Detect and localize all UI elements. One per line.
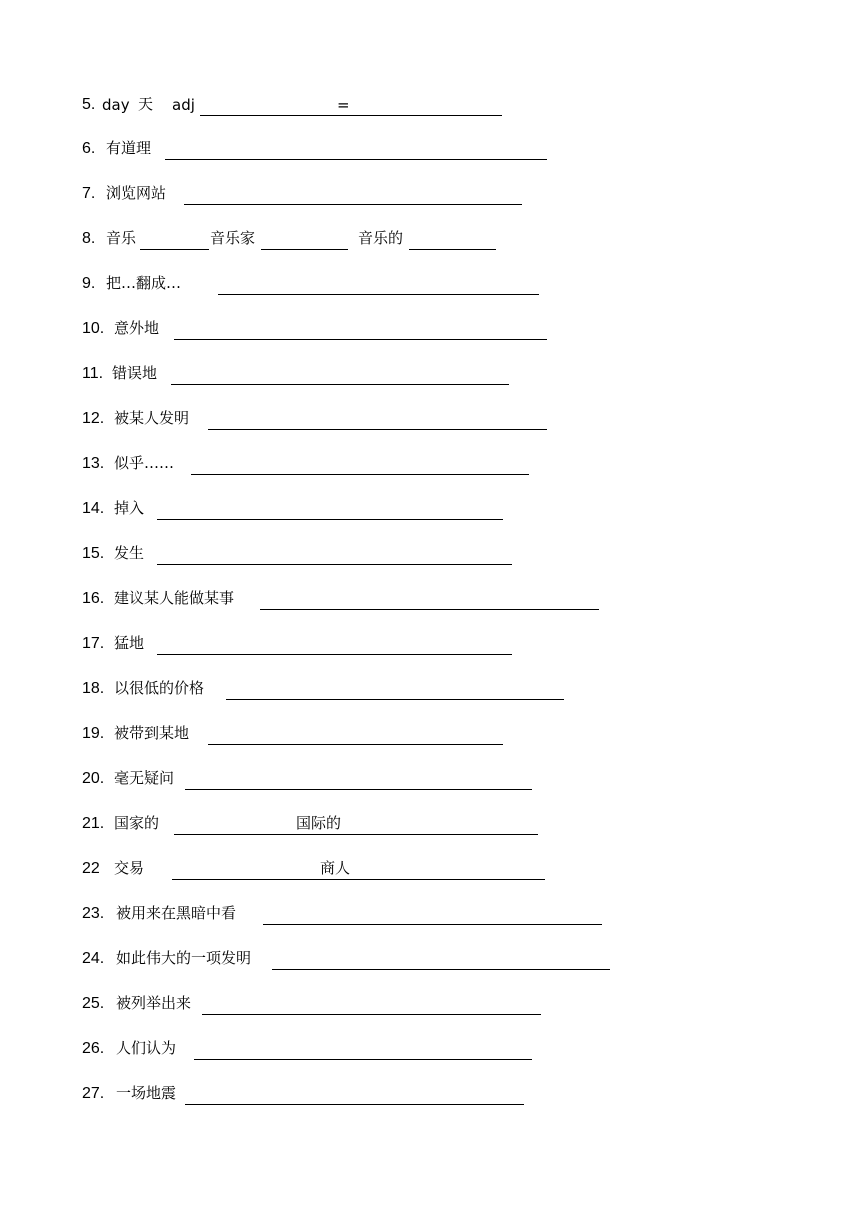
chinese-prompt: 被带到某地 xyxy=(114,724,190,742)
chinese-prompt: 似乎…… xyxy=(114,454,175,472)
chinese-prompt-2: 商人 xyxy=(320,859,351,877)
answer-blank[interactable] xyxy=(226,699,564,700)
adj-label: adj xyxy=(172,96,195,114)
answer-blank[interactable] xyxy=(208,429,547,430)
item-number: 8. xyxy=(82,230,96,247)
item-number: 13. xyxy=(82,455,105,472)
chinese-prompt: 人们认为 xyxy=(116,1039,177,1057)
answer-blank-3[interactable] xyxy=(409,249,496,250)
chinese-prompt: 国家的 xyxy=(114,814,160,832)
item-number: 6. xyxy=(82,140,96,157)
item-number: 20. xyxy=(82,770,105,787)
item-number: 12. xyxy=(82,410,105,427)
answer-blank[interactable] xyxy=(263,924,602,925)
item-number: 16. xyxy=(82,590,105,607)
chinese-prompt: 被列举出来 xyxy=(116,994,192,1012)
answer-blank[interactable] xyxy=(157,654,512,655)
item-number: 14. xyxy=(82,500,105,517)
item-number: 19. xyxy=(82,725,105,742)
chinese-prompt-2: 音乐家 xyxy=(210,229,256,247)
answer-blank[interactable] xyxy=(185,789,532,790)
equals-sign: = xyxy=(337,96,350,114)
item-number: 9. xyxy=(82,275,96,292)
answer-blank[interactable] xyxy=(200,115,502,116)
answer-blank[interactable] xyxy=(174,834,296,835)
answer-blank[interactable] xyxy=(140,249,209,250)
answer-blank[interactable] xyxy=(174,339,547,340)
item-number: 15. xyxy=(82,545,105,562)
answer-blank[interactable] xyxy=(157,519,503,520)
answer-blank[interactable] xyxy=(172,879,320,880)
chinese-prompt: 一场地震 xyxy=(116,1084,177,1102)
answer-blank[interactable] xyxy=(194,1059,532,1060)
answer-blank[interactable] xyxy=(184,204,522,205)
answer-blank-2[interactable] xyxy=(296,834,538,835)
answer-blank[interactable] xyxy=(202,1014,541,1015)
chinese-prompt: 交易 xyxy=(114,859,145,877)
item-number: 18. xyxy=(82,680,105,697)
item-number: 22 xyxy=(82,860,100,877)
english-word: day xyxy=(102,96,130,114)
chinese-prompt: 天 xyxy=(138,95,154,113)
answer-blank-2[interactable] xyxy=(320,879,545,880)
chinese-prompt: 把…翻成… xyxy=(106,274,182,292)
chinese-prompt: 浏览网站 xyxy=(106,184,167,202)
item-number: 5. xyxy=(82,96,96,113)
answer-blank[interactable] xyxy=(218,294,539,295)
chinese-prompt: 意外地 xyxy=(114,319,160,337)
chinese-prompt: 发生 xyxy=(114,544,145,562)
item-number: 23. xyxy=(82,905,105,922)
chinese-prompt: 错误地 xyxy=(112,364,158,382)
chinese-prompt: 毫无疑问 xyxy=(114,769,175,787)
chinese-prompt-2: 国际的 xyxy=(296,814,342,832)
chinese-prompt: 音乐 xyxy=(106,229,137,247)
item-number: 27. xyxy=(82,1085,105,1102)
chinese-prompt: 以很低的价格 xyxy=(114,679,205,697)
answer-blank-2[interactable] xyxy=(261,249,348,250)
answer-blank[interactable] xyxy=(272,969,610,970)
item-number: 7. xyxy=(82,185,96,202)
answer-blank[interactable] xyxy=(260,609,599,610)
item-number: 21. xyxy=(82,815,105,832)
item-number: 25. xyxy=(82,995,105,1012)
item-number: 24. xyxy=(82,950,105,967)
chinese-prompt-3: 音乐的 xyxy=(358,229,404,247)
item-number: 11. xyxy=(82,365,104,382)
answer-blank[interactable] xyxy=(191,474,529,475)
chinese-prompt: 被某人发明 xyxy=(114,409,190,427)
item-number: 10. xyxy=(82,320,105,337)
answer-blank[interactable] xyxy=(157,564,512,565)
chinese-prompt: 建议某人能做某事 xyxy=(114,589,235,607)
answer-blank[interactable] xyxy=(185,1104,524,1105)
item-number: 26. xyxy=(82,1040,105,1057)
answer-blank[interactable] xyxy=(171,384,509,385)
item-number: 17. xyxy=(82,635,105,652)
chinese-prompt: 被用来在黑暗中看 xyxy=(116,904,237,922)
chinese-prompt: 有道理 xyxy=(106,139,152,157)
chinese-prompt: 如此伟大的一项发明 xyxy=(116,949,252,967)
answer-blank[interactable] xyxy=(208,744,503,745)
chinese-prompt: 掉入 xyxy=(114,499,145,517)
answer-blank[interactable] xyxy=(165,159,547,160)
chinese-prompt: 猛地 xyxy=(114,634,145,652)
